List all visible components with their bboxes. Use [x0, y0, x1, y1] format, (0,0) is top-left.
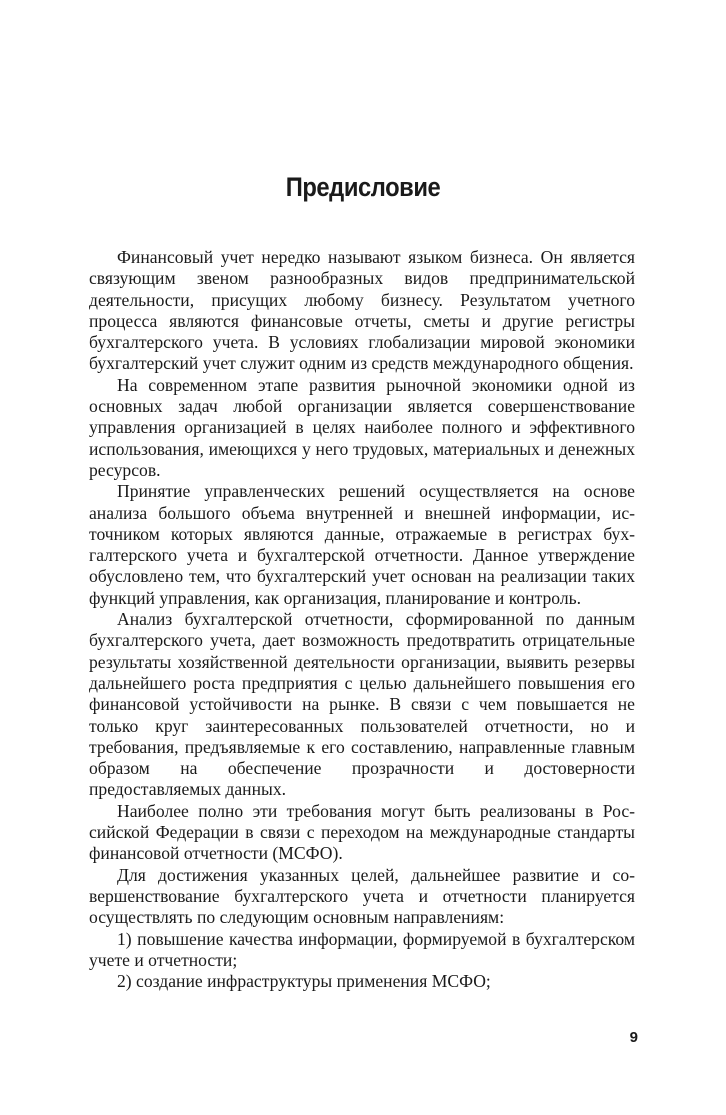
list-item: 1) повышение качества информации, формируемой в бухгалтерском учете и отчетности; [89, 928, 635, 970]
paragraph: Финансовый учет нередко называют языком бизнеса. Он является связующим звеном разнообразных видов предпринимательской деятельности, присущих любому бизнесу. Результатом учетного процесса являются финансовые отчеты, сметы и другие регистры бухгалтерского учета. В условиях глобализации мировой экономики бухгалтерский учет служит одним из средств международного общения. [89, 247, 635, 374]
paragraph: Анализ бухгалтерской отчетности, сформированной по данным бухгалтерского учета, дает возможность предотвратить отрицательные результаты хозяйственной деятельности организации, выявить резервы дальнейшего роста предприятия с целью дальнейшего повышения его финансовой устойчивости на рынке. В связи с чем повышается не только круг заинтересованных пользователей отчетности, но и требования, предъявляемые к его составлению, направленные главным образом на обеспечение прозрачности и достоверности предоставляемых данных. [89, 609, 635, 800]
paragraph: На современном этапе развития рыночной экономики одной из основных задач любой организации является совершенствование управления организацией в целях наиболее полного и эффективного использования, имеющихся у него трудовых, материальных и денежных ресурсов. [89, 374, 635, 480]
paragraph: Наиболее полно эти требования могут быть реализованы в Российской Федерации в связи с переходом на международные стандарты финансовой отчетности (МСФО). [89, 800, 635, 864]
document-body [89, 247, 635, 992]
page-number: 9 [629, 1029, 638, 1046]
page-title: Предисловие [285, 172, 441, 202]
paragraph: Принятие управленческих решений осуществляется на основе анализа большого объема внутренней и внешней информации, источником которых являются данные, отражаемые в регистрах бухгалтерского учета и бухгалтерской отчетности. Данное утверждение обусловлено тем, что бухгалтерский учет основан на реализации таких функций управления, как организация, планирование и контроль. [89, 481, 635, 608]
list-item: 2) создание инфраструктуры применения МСФО; [117, 971, 491, 992]
paragraph: Для достижения указанных целей, дальнейшее развитие и совершенствование бухгалтерского учета и отчетности планируется осуществлять по следующим основным направлениям: [89, 864, 635, 928]
